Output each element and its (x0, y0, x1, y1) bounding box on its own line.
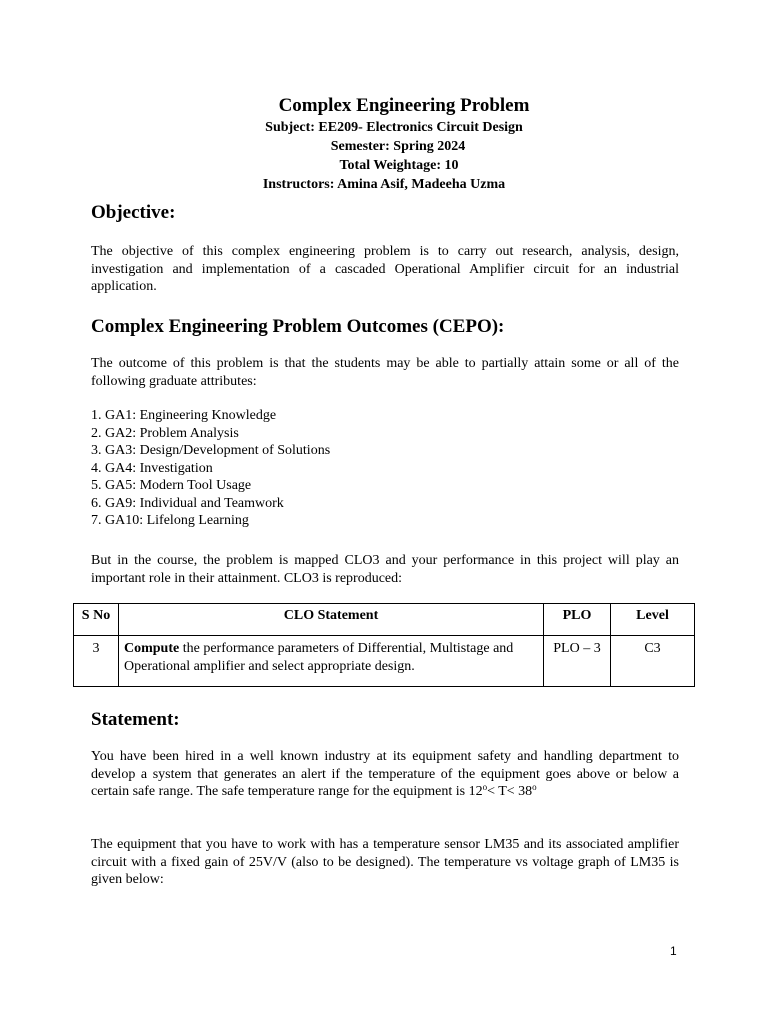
list-item: 7. GA10: Lifelong Learning (91, 513, 249, 528)
range-operator: < T< 38 (487, 784, 533, 799)
cell-statement (119, 636, 544, 687)
column-header-sno: S No (74, 604, 119, 636)
weightage-line: Total Weightage: 10 (339, 158, 459, 173)
list-item: 3. GA3: Design/Development of Solutions (91, 443, 331, 458)
statement-paragraph-1 (91, 748, 679, 801)
table-row (74, 636, 695, 687)
cell-level: C3 (611, 636, 695, 687)
graduate-attributes-list (91, 407, 330, 530)
degree-symbol: o (532, 782, 537, 792)
degree-symbol: o (482, 782, 488, 792)
list-item: 2. GA2: Problem Analysis (91, 425, 239, 441)
cell-plo: PLO – 3 (544, 636, 611, 687)
document-header (0, 94, 768, 194)
list-item: 4. GA4: Investigation (91, 460, 213, 476)
list-item: 1. GA1: Engineering Knowledge (91, 408, 277, 423)
instructors-line: Instructors: Amina Asif, Madeeha Uzma (262, 177, 506, 192)
list-item: 6. GA9: Individual and Teamwork (91, 495, 284, 511)
statement-verb: Compute (124, 641, 180, 656)
statement-text: You have been hired in a well known industry at its equipment safety and handling department to develop a system that generates an alert if the temperature of the equipment goes above or below a certain safe range. The safe temperature range for the equipment is 12 (91, 749, 679, 799)
semester-line: Semester: Spring 2024 (330, 139, 466, 154)
column-header-statement: CLO Statement (119, 604, 544, 636)
objective-heading: Objective: (91, 202, 176, 223)
statement-paragraph-2: The equipment that you have to work with has a temperature sensor LM35 and its associated amplifier circuit with a fixed gain of 25V/V (also to be designed). The temperature vs voltage graph of LM35 is given below: (91, 837, 679, 887)
page-number: 1 (670, 944, 677, 958)
table-header-row (74, 604, 695, 636)
statement-rest: the performance parameters of Differential, Multistage and Operational amplifier and select appropriate design. (124, 641, 514, 674)
column-header-plo: PLO (544, 604, 611, 636)
objective-text: The objective of this complex engineering problem is to carry out research, analysis, design, investigation and implementation of a cascaded Operational Amplifier circuit for an industrial application. (91, 244, 679, 294)
clo-mapping-text: But in the course, the problem is mapped CLO3 and your performance in this project will play an important role in their attainment. CLO3 is reproduced: (91, 553, 679, 586)
list-item: 5. GA5: Modern Tool Usage (91, 478, 252, 493)
cepo-intro: The outcome of this problem is that the students may be able to partially attain some or all of the following graduate attributes: (91, 356, 679, 389)
cell-sno: 3 (74, 636, 119, 687)
subject-line: Subject: EE209- Electronics Circuit Design (265, 120, 523, 135)
statement-heading: Statement: (91, 709, 180, 730)
column-header-level: Level (611, 604, 695, 636)
clo-table (73, 603, 695, 687)
cepo-heading: Complex Engineering Problem Outcomes (CEPO): (91, 316, 505, 337)
document-title: Complex Engineering Problem (278, 95, 530, 116)
